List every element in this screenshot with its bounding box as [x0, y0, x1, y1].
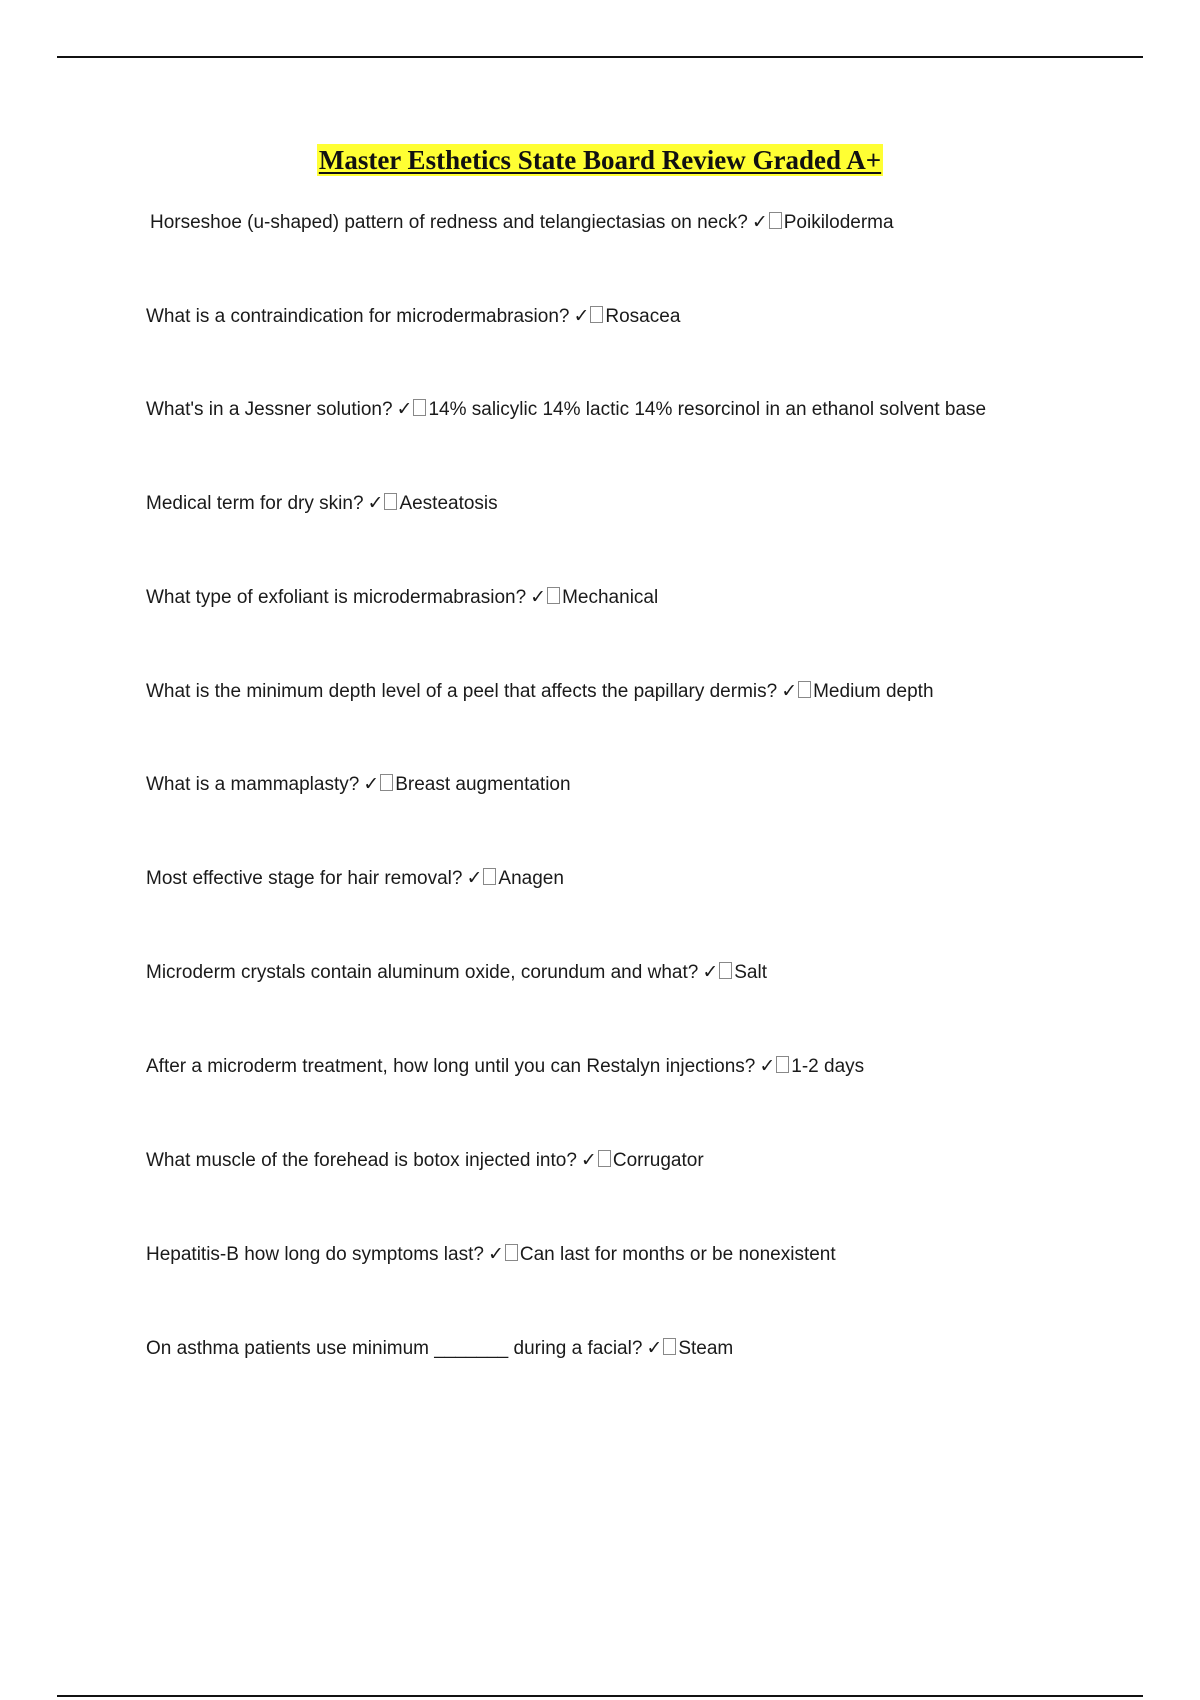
missing-glyph-box [380, 774, 393, 791]
answer-text: Anagen [498, 868, 564, 889]
bottom-rule [57, 1695, 1143, 1697]
page-title: Master Esthetics State Board Review Graded A+ [318, 145, 882, 175]
missing-glyph-box [413, 399, 426, 416]
missing-glyph-box [776, 1056, 789, 1073]
question-text: Medical term for dry skin? [146, 493, 364, 514]
check-icon: ✓ [580, 1149, 597, 1171]
answer-text: Steam [678, 1338, 734, 1359]
qa-item [146, 396, 986, 423]
check-icon: ✓ [363, 773, 380, 795]
check-icon: ✓ [573, 305, 590, 327]
missing-glyph-box [483, 868, 496, 885]
answer-text: Aesteatosis [399, 493, 498, 514]
missing-glyph-box [798, 681, 811, 698]
question-text: After a microderm treatment, how long until you can Restalyn injections? [146, 1056, 756, 1077]
check-icon: ✓ [759, 1055, 776, 1077]
question-text: What is a mammaplasty? [146, 774, 360, 795]
check-icon: ✓ [396, 398, 413, 420]
answer-text: Can last for months or be nonexistent [519, 1244, 836, 1265]
answer-text: Salt [734, 962, 767, 983]
qa-item [146, 584, 658, 611]
qa-item [146, 959, 767, 986]
check-icon: ✓ [781, 680, 798, 702]
answer-text: Breast augmentation [395, 774, 571, 795]
missing-glyph-box [590, 306, 603, 323]
check-icon: ✓ [487, 1243, 504, 1265]
qa-item [146, 678, 934, 705]
missing-glyph-box [547, 587, 560, 604]
answer-text: Medium depth [813, 681, 934, 702]
qa-item [146, 1053, 864, 1080]
answer-text: 1-2 days [791, 1056, 865, 1077]
qa-item [150, 209, 894, 236]
title-container [0, 144, 1200, 176]
question-text: Most effective stage for hair removal? [146, 868, 463, 889]
missing-glyph-box [598, 1150, 611, 1167]
check-icon: ✓ [702, 961, 719, 983]
question-text: What is the minimum depth level of a peel that affects the papillary dermis? [146, 681, 778, 702]
qa-item [146, 303, 680, 330]
qa-item [146, 865, 564, 892]
top-rule [57, 56, 1143, 58]
check-icon: ✓ [466, 867, 483, 889]
question-text: On asthma patients use minimum _______ during a facial? [146, 1338, 643, 1359]
answer-text: 14% salicylic 14% lactic 14% resorcinol in an ethanol solvent base [428, 399, 987, 420]
question-text: What type of exfoliant is microdermabrasion? [146, 587, 527, 608]
question-text: What's in a Jessner solution? [146, 399, 393, 420]
question-text: Horseshoe (u-shaped) pattern of redness and telangiectasias on neck? [150, 212, 748, 233]
question-text: Hepatitis-B how long do symptoms last? [146, 1244, 484, 1265]
answer-text: Poikiloderma [783, 212, 894, 233]
question-text: What muscle of the forehead is botox injected into? [146, 1150, 577, 1171]
check-icon: ✓ [751, 211, 768, 233]
qa-item [146, 1241, 836, 1268]
check-icon: ✓ [646, 1337, 663, 1359]
qa-item [146, 490, 498, 517]
question-text: Microderm crystals contain aluminum oxide, corundum and what? [146, 962, 699, 983]
answer-text: Mechanical [562, 587, 659, 608]
question-text: What is a contraindication for microdermabrasion? [146, 306, 570, 327]
qa-item [146, 1335, 733, 1362]
answer-text: Corrugator [612, 1150, 704, 1171]
check-icon: ✓ [367, 492, 384, 514]
missing-glyph-box [384, 493, 397, 510]
qa-item [146, 771, 571, 798]
qa-item [146, 1147, 704, 1174]
missing-glyph-box [769, 212, 782, 229]
missing-glyph-box [663, 1338, 676, 1355]
check-icon: ✓ [530, 586, 547, 608]
answer-text: Rosacea [605, 306, 681, 327]
missing-glyph-box [505, 1244, 518, 1261]
missing-glyph-box [719, 962, 732, 979]
